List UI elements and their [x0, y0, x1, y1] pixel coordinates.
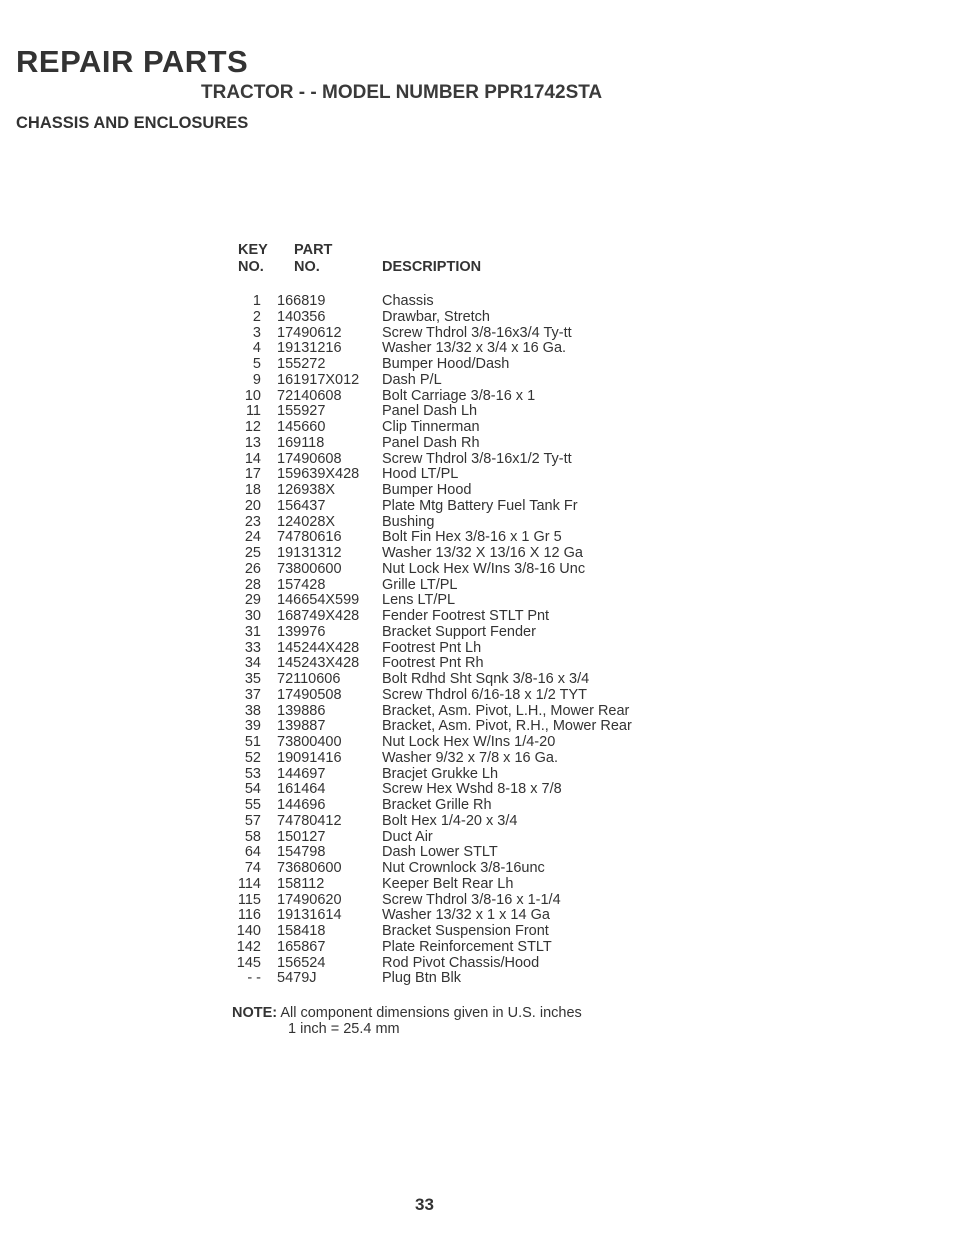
key-no-cell: 51: [244, 734, 261, 750]
part-no-cell: 159639X428: [277, 466, 360, 483]
note-line2: 1 inch = 25.4 mm: [288, 1021, 400, 1037]
table-row: [0, 735, 954, 751]
table-row: [0, 609, 954, 625]
key-no-cell: 3: [252, 324, 261, 341]
table-row: [0, 593, 954, 609]
key-no-cell: 20: [244, 497, 261, 514]
table-row: [0, 971, 954, 987]
table-row: [0, 845, 954, 861]
key-no-cell: 53: [244, 765, 261, 782]
part-no-cell: 144697: [277, 765, 326, 782]
description-cell: Bracjet Grukke Lh: [382, 765, 499, 782]
part-no-cell: 126938X: [277, 482, 336, 498]
table-row: [0, 782, 954, 798]
description-cell: Panel Dash Rh: [382, 434, 480, 451]
table-row: [0, 893, 954, 909]
part-no-cell: 73800400: [277, 734, 342, 750]
part-no-cell: 156437: [277, 497, 326, 514]
key-no-cell: 116: [237, 907, 261, 924]
key-no-cell: 55: [244, 797, 261, 813]
column-header-part-line1: PART: [294, 242, 333, 258]
part-no-cell: 161464: [277, 781, 326, 798]
key-no-cell: 33: [244, 639, 261, 656]
description-cell: Screw Thdrol 6/16-18 x 1/2 TYT: [382, 686, 587, 703]
table-row: [0, 373, 954, 389]
key-no-cell: 35: [244, 671, 261, 687]
description-cell: Bolt Carriage 3/8-16 x 1: [382, 387, 536, 404]
description-cell: Clip Tinnerman: [382, 419, 480, 435]
key-no-cell: 74: [244, 860, 261, 876]
table-row: [0, 499, 954, 515]
part-no-cell: 5479J: [277, 970, 317, 987]
key-no-cell: 5: [252, 356, 261, 372]
description-cell: Washer 13/32 X 13/16 X 12 Ga: [382, 545, 583, 561]
key-no-cell: 114: [237, 875, 261, 892]
table-row: [0, 389, 954, 405]
description-cell: Duct Air: [382, 828, 433, 845]
description-cell: Bumper Hood/Dash: [382, 356, 510, 372]
key-no-cell: 25: [244, 545, 261, 561]
description-cell: Bolt Hex 1/4-20 x 3/4: [382, 812, 518, 829]
part-no-cell: 73800600: [277, 560, 342, 577]
description-cell: Keeper Belt Rear Lh: [382, 875, 514, 892]
note-label: NOTE:: [232, 1005, 278, 1021]
key-no-cell: 26: [244, 560, 261, 577]
column-header-key-line1: KEY: [238, 242, 268, 258]
description-cell: Bolt Fin Hex 3/8-16 x 1 Gr 5: [382, 529, 562, 546]
description-cell: Rod Pivot Chassis/Hood: [382, 954, 540, 971]
part-no-cell: 19091416: [277, 749, 342, 766]
table-row: [0, 956, 954, 972]
description-cell: Plate Reinforcement STLT: [382, 938, 552, 955]
description-cell: Nut Lock Hex W/Ins 3/8-16 Unc: [382, 560, 586, 577]
table-row: [0, 546, 954, 562]
part-no-cell: 169118: [277, 434, 325, 451]
part-no-cell: 74780412: [277, 812, 342, 829]
description-cell: Footrest Pnt Rh: [382, 655, 484, 672]
column-header-key-no: [238, 242, 268, 276]
key-no-cell: - -: [247, 970, 261, 987]
table-row: [0, 924, 954, 940]
page-number: 33: [415, 1195, 434, 1214]
table-row: [0, 294, 954, 310]
key-no-cell: 10: [244, 387, 261, 404]
key-no-cell: 58: [244, 828, 261, 845]
table-row: [0, 326, 954, 342]
key-no-cell: 115: [237, 891, 261, 908]
description-cell: Bracket, Asm. Pivot, L.H., Mower Rear: [382, 702, 630, 719]
part-no-cell: 17490508: [277, 686, 342, 703]
key-no-cell: 14: [244, 450, 261, 467]
table-row: [0, 452, 954, 468]
description-cell: Chassis: [382, 293, 434, 309]
key-no-cell: 2: [252, 308, 261, 325]
description-cell: Bracket, Asm. Pivot, R.H., Mower Rear: [382, 718, 632, 735]
part-no-cell: 150127: [277, 828, 326, 845]
part-no-cell: 145244X428: [277, 639, 360, 656]
part-no-cell: 155927: [277, 403, 326, 420]
key-no-cell: 11: [245, 403, 261, 420]
column-header-part-no: [294, 242, 332, 276]
table-row: [0, 515, 954, 531]
description-cell: Bracket Suspension Front: [382, 923, 549, 939]
part-no-cell: 168749X428: [277, 608, 360, 624]
part-no-cell: 165867: [277, 938, 326, 955]
key-no-cell: 23: [244, 513, 261, 530]
column-header-key-line2: NO.: [238, 259, 264, 275]
part-no-cell: 145660: [277, 419, 326, 435]
section-heading: CHASSIS AND ENCLOSURES: [16, 114, 249, 132]
part-no-cell: 155272: [277, 356, 326, 372]
description-cell: Fender Footrest STLT Pnt: [382, 608, 550, 624]
key-no-cell: 37: [244, 686, 261, 703]
part-no-cell: 139976: [277, 623, 326, 640]
table-row: [0, 877, 954, 893]
part-no-cell: 19131614: [277, 907, 342, 924]
description-cell: Washer 13/32 x 3/4 x 16 Ga.: [382, 340, 567, 357]
description-cell: Bracket Grille Rh: [382, 797, 492, 813]
key-no-cell: 29: [244, 592, 261, 609]
key-no-cell: 4: [252, 340, 261, 357]
description-cell: Panel Dash Lh: [382, 403, 478, 420]
key-no-cell: 1: [252, 293, 261, 309]
table-row: [0, 798, 954, 814]
part-no-cell: 154798: [277, 844, 326, 861]
part-no-cell: 139886: [277, 702, 326, 719]
parts-list: [0, 294, 954, 987]
key-no-cell: 9: [252, 371, 261, 388]
part-no-cell: 144696: [277, 797, 326, 813]
table-row: [0, 578, 954, 594]
table-row: [0, 751, 954, 767]
description-cell: Plug Btn Blk: [382, 970, 461, 987]
description-cell: Bracket Support Fender: [382, 623, 536, 640]
part-no-cell: 156524: [277, 954, 326, 971]
description-cell: Grille LT/PL: [382, 576, 458, 593]
table-row: [0, 357, 954, 373]
description-cell: Footrest Pnt Lh: [382, 639, 482, 656]
key-no-cell: 34: [244, 655, 261, 672]
part-no-cell: 17490620: [277, 891, 342, 908]
table-row: [0, 420, 954, 436]
table-row: [0, 908, 954, 924]
table-row: [0, 940, 954, 956]
key-no-cell: 64: [244, 844, 261, 861]
description-cell: Screw Thdrol 3/8-16x1/2 Ty-tt: [382, 450, 572, 467]
key-no-cell: 145: [236, 954, 261, 971]
key-no-cell: 142: [236, 938, 261, 955]
part-no-cell: 124028X: [277, 513, 336, 530]
table-row: [0, 767, 954, 783]
key-no-cell: 30: [244, 608, 261, 624]
table-row: [0, 830, 954, 846]
key-no-cell: 140: [236, 923, 261, 939]
column-header-description: DESCRIPTION: [382, 259, 482, 275]
key-no-cell: 54: [244, 781, 261, 798]
table-row: [0, 310, 954, 326]
table-row: [0, 641, 954, 657]
table-row: [0, 719, 954, 735]
part-no-cell: 72140608: [277, 387, 342, 404]
table-row: [0, 483, 954, 499]
key-no-cell: 18: [244, 482, 261, 498]
table-row: [0, 656, 954, 672]
table-row: [0, 672, 954, 688]
key-no-cell: 17: [244, 466, 261, 483]
table-row: [0, 530, 954, 546]
key-no-cell: 31: [244, 623, 261, 640]
part-no-cell: 146654X599: [277, 592, 360, 609]
table-row: [0, 814, 954, 830]
part-no-cell: 161917X012: [277, 371, 360, 388]
description-cell: Washer 9/32 x 7/8 x 16 Ga.: [382, 749, 558, 766]
description-cell: Bolt Rdhd Sht Sqnk 3/8-16 x 3/4: [382, 671, 590, 687]
description-cell: Lens LT/PL: [382, 592, 456, 609]
dimension-note: [232, 1005, 582, 1021]
part-no-cell: 19131312: [277, 545, 342, 561]
column-header-part-line2: NO.: [294, 259, 320, 275]
part-no-cell: 139887: [277, 718, 326, 735]
table-row: [0, 704, 954, 720]
description-cell: Dash Lower STLT: [382, 844, 498, 861]
table-row: [0, 562, 954, 578]
note-line1: All component dimensions given in U.S. inches: [280, 1005, 582, 1021]
part-no-cell: 17490612: [277, 324, 342, 341]
description-cell: Bushing: [382, 513, 435, 530]
part-no-cell: 17490608: [277, 450, 342, 467]
part-no-cell: 166819: [277, 293, 326, 309]
part-no-cell: 157428: [277, 576, 326, 593]
description-cell: Nut Lock Hex W/Ins 1/4-20: [382, 734, 556, 750]
table-row: [0, 341, 954, 357]
part-no-cell: 73680600: [277, 860, 342, 876]
key-no-cell: 52: [244, 749, 261, 766]
part-no-cell: 19131216: [277, 340, 342, 357]
part-no-cell: 140356: [277, 308, 326, 325]
part-no-cell: 74780616: [277, 529, 342, 546]
description-cell: Screw Thdrol 3/8-16 x 1-1/4: [382, 891, 561, 908]
key-no-cell: 57: [244, 812, 261, 829]
table-row: [0, 625, 954, 641]
description-cell: Hood LT/PL: [382, 466, 459, 483]
table-row: [0, 404, 954, 420]
key-no-cell: 24: [244, 529, 261, 546]
page-title: REPAIR PARTS: [16, 44, 249, 79]
table-row: [0, 861, 954, 877]
description-cell: Plate Mtg Battery Fuel Tank Fr: [382, 497, 578, 514]
part-no-cell: 158418: [277, 923, 326, 939]
key-no-cell: 13: [244, 434, 261, 451]
description-cell: Dash P/L: [382, 371, 442, 388]
key-no-cell: 38: [244, 702, 261, 719]
description-cell: Nut Crownlock 3/8-16unc: [382, 860, 545, 876]
description-cell: Screw Hex Wshd 8-18 x 7/8: [382, 781, 562, 798]
part-no-cell: 145243X428: [277, 655, 360, 672]
key-no-cell: 28: [244, 576, 261, 593]
description-cell: Drawbar, Stretch: [382, 308, 490, 325]
table-row: [0, 688, 954, 704]
table-row: [0, 467, 954, 483]
description-cell: Screw Thdrol 3/8-16x3/4 Ty-tt: [382, 324, 572, 341]
part-no-cell: 158112: [277, 875, 325, 892]
key-no-cell: 12: [244, 419, 261, 435]
part-no-cell: 72110606: [277, 671, 341, 687]
description-cell: Washer 13/32 x 1 x 14 Ga: [382, 907, 550, 924]
model-subtitle: TRACTOR - - MODEL NUMBER PPR1742STA: [201, 82, 603, 103]
table-row: [0, 436, 954, 452]
key-no-cell: 39: [244, 718, 261, 735]
description-cell: Bumper Hood: [382, 482, 472, 498]
